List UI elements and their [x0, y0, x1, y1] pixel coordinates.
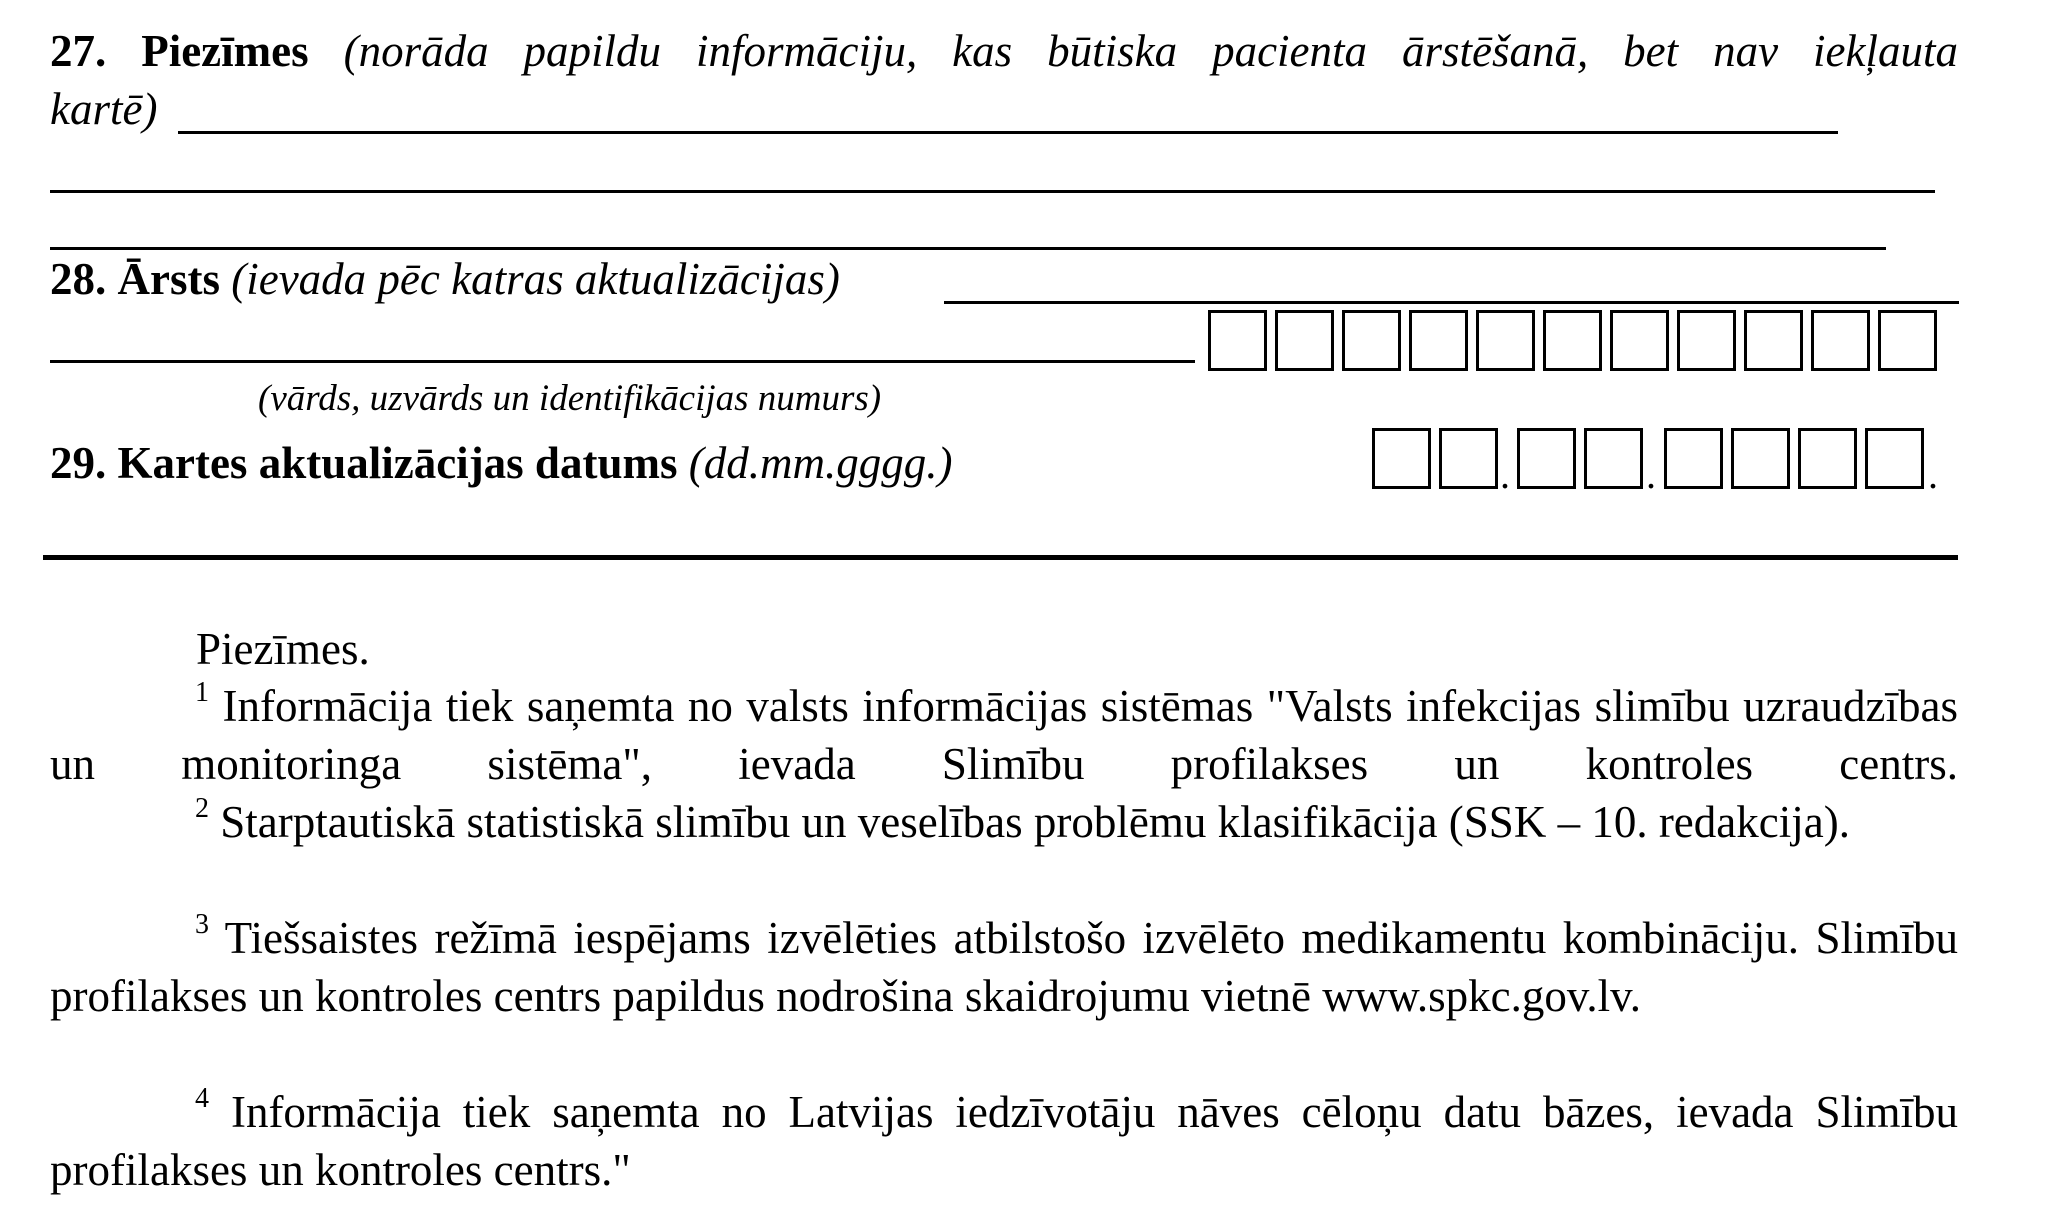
note-item	[50, 909, 1958, 1025]
id-digit-box[interactable]	[1208, 310, 1267, 371]
date-separator: .	[1500, 452, 1510, 497]
id-digit-box[interactable]	[1811, 310, 1870, 371]
date-year-box[interactable]	[1731, 428, 1790, 489]
notes-heading: Piezīmes.	[196, 624, 370, 674]
id-digit-box[interactable]	[1342, 310, 1401, 371]
field-29-label-line	[50, 434, 952, 492]
field-28-hint: (ievada pēc katras aktualizācijas)	[231, 254, 840, 304]
field-28-answer-line-1[interactable]	[944, 301, 1959, 304]
date-day-box[interactable]	[1439, 428, 1498, 489]
field-27-hint: (norāda papildu informāciju, kas būtiska pacienta ārstēšanā, bet nav iekļauta	[343, 26, 1958, 76]
field-29-number: 29.	[50, 438, 107, 488]
id-digit-box[interactable]	[1677, 310, 1736, 371]
note-text: Tiešsaistes režīmā iespējams izvēlēties atbilstošo izvēlēto medikamentu kombināciju. Slimību profilakses un kontroles centrs papildus nodrošina skaidrojumu vietnē www.spkc.gov.lv.	[50, 913, 1959, 1021]
date-separator: .	[1646, 452, 1656, 497]
id-digit-box[interactable]	[1476, 310, 1535, 371]
field-29-label: Kartes aktualizācijas datums	[117, 438, 678, 488]
note-item	[50, 793, 1958, 851]
field-27-hint-continuation: kartē)	[50, 84, 158, 134]
id-digit-box[interactable]	[1610, 310, 1669, 371]
date-year-box[interactable]	[1798, 428, 1857, 489]
field-28-number: 28.	[50, 254, 107, 304]
note-text: Informācija tiek saņemta no Latvijas iedzīvotāju nāves cēloņu datu bāzes, ievada Slimību profilakses un kontroles centrs."	[50, 1087, 1959, 1195]
field-27-answer-line-1[interactable]	[178, 131, 1838, 134]
note-marker: 2	[195, 793, 209, 824]
field-28-label-line	[50, 250, 840, 308]
field-27-answer-line-2[interactable]	[50, 190, 1935, 193]
field-28-label: Ārsts	[117, 254, 220, 304]
note-marker: 4	[195, 1083, 209, 1114]
id-digit-box[interactable]	[1744, 310, 1803, 371]
date-day-box[interactable]	[1372, 428, 1431, 489]
note-text: Starptautiskā statistiskā slimību un veselības problēmu klasifikācija (SSK – 10. redakcija).	[220, 797, 1850, 847]
section-divider	[43, 555, 1958, 560]
note-marker: 1	[195, 677, 209, 708]
note-item	[50, 677, 1958, 793]
id-digit-box[interactable]	[1409, 310, 1468, 371]
field-28-name-line[interactable]	[50, 360, 1195, 363]
field-27-number: 27.	[50, 26, 107, 76]
note-text: Informācija tiek saņemta no valsts informācijas sistēmas "Valsts infekcijas slimību uzraudzības un monitoringa sistēma", ievada Slimību profilakses un kontroles centrs.	[50, 681, 1958, 789]
field-28-caption: (vārds, uzvārds un identifikācijas numurs)	[258, 378, 882, 419]
date-separator: .	[1928, 452, 1938, 497]
field-29-hint: (dd.mm.gggg.)	[688, 438, 953, 488]
note-marker: 3	[195, 909, 209, 940]
date-year-box[interactable]	[1865, 428, 1924, 489]
note-item	[50, 1083, 1958, 1199]
date-year-box[interactable]	[1664, 428, 1723, 489]
date-month-box[interactable]	[1584, 428, 1643, 489]
date-month-box[interactable]	[1517, 428, 1576, 489]
id-digit-box[interactable]	[1543, 310, 1602, 371]
field-27-label: Piezīmes	[141, 26, 309, 76]
id-digit-box[interactable]	[1878, 310, 1937, 371]
field-27-label-line	[50, 22, 1958, 80]
id-digit-box[interactable]	[1275, 310, 1334, 371]
